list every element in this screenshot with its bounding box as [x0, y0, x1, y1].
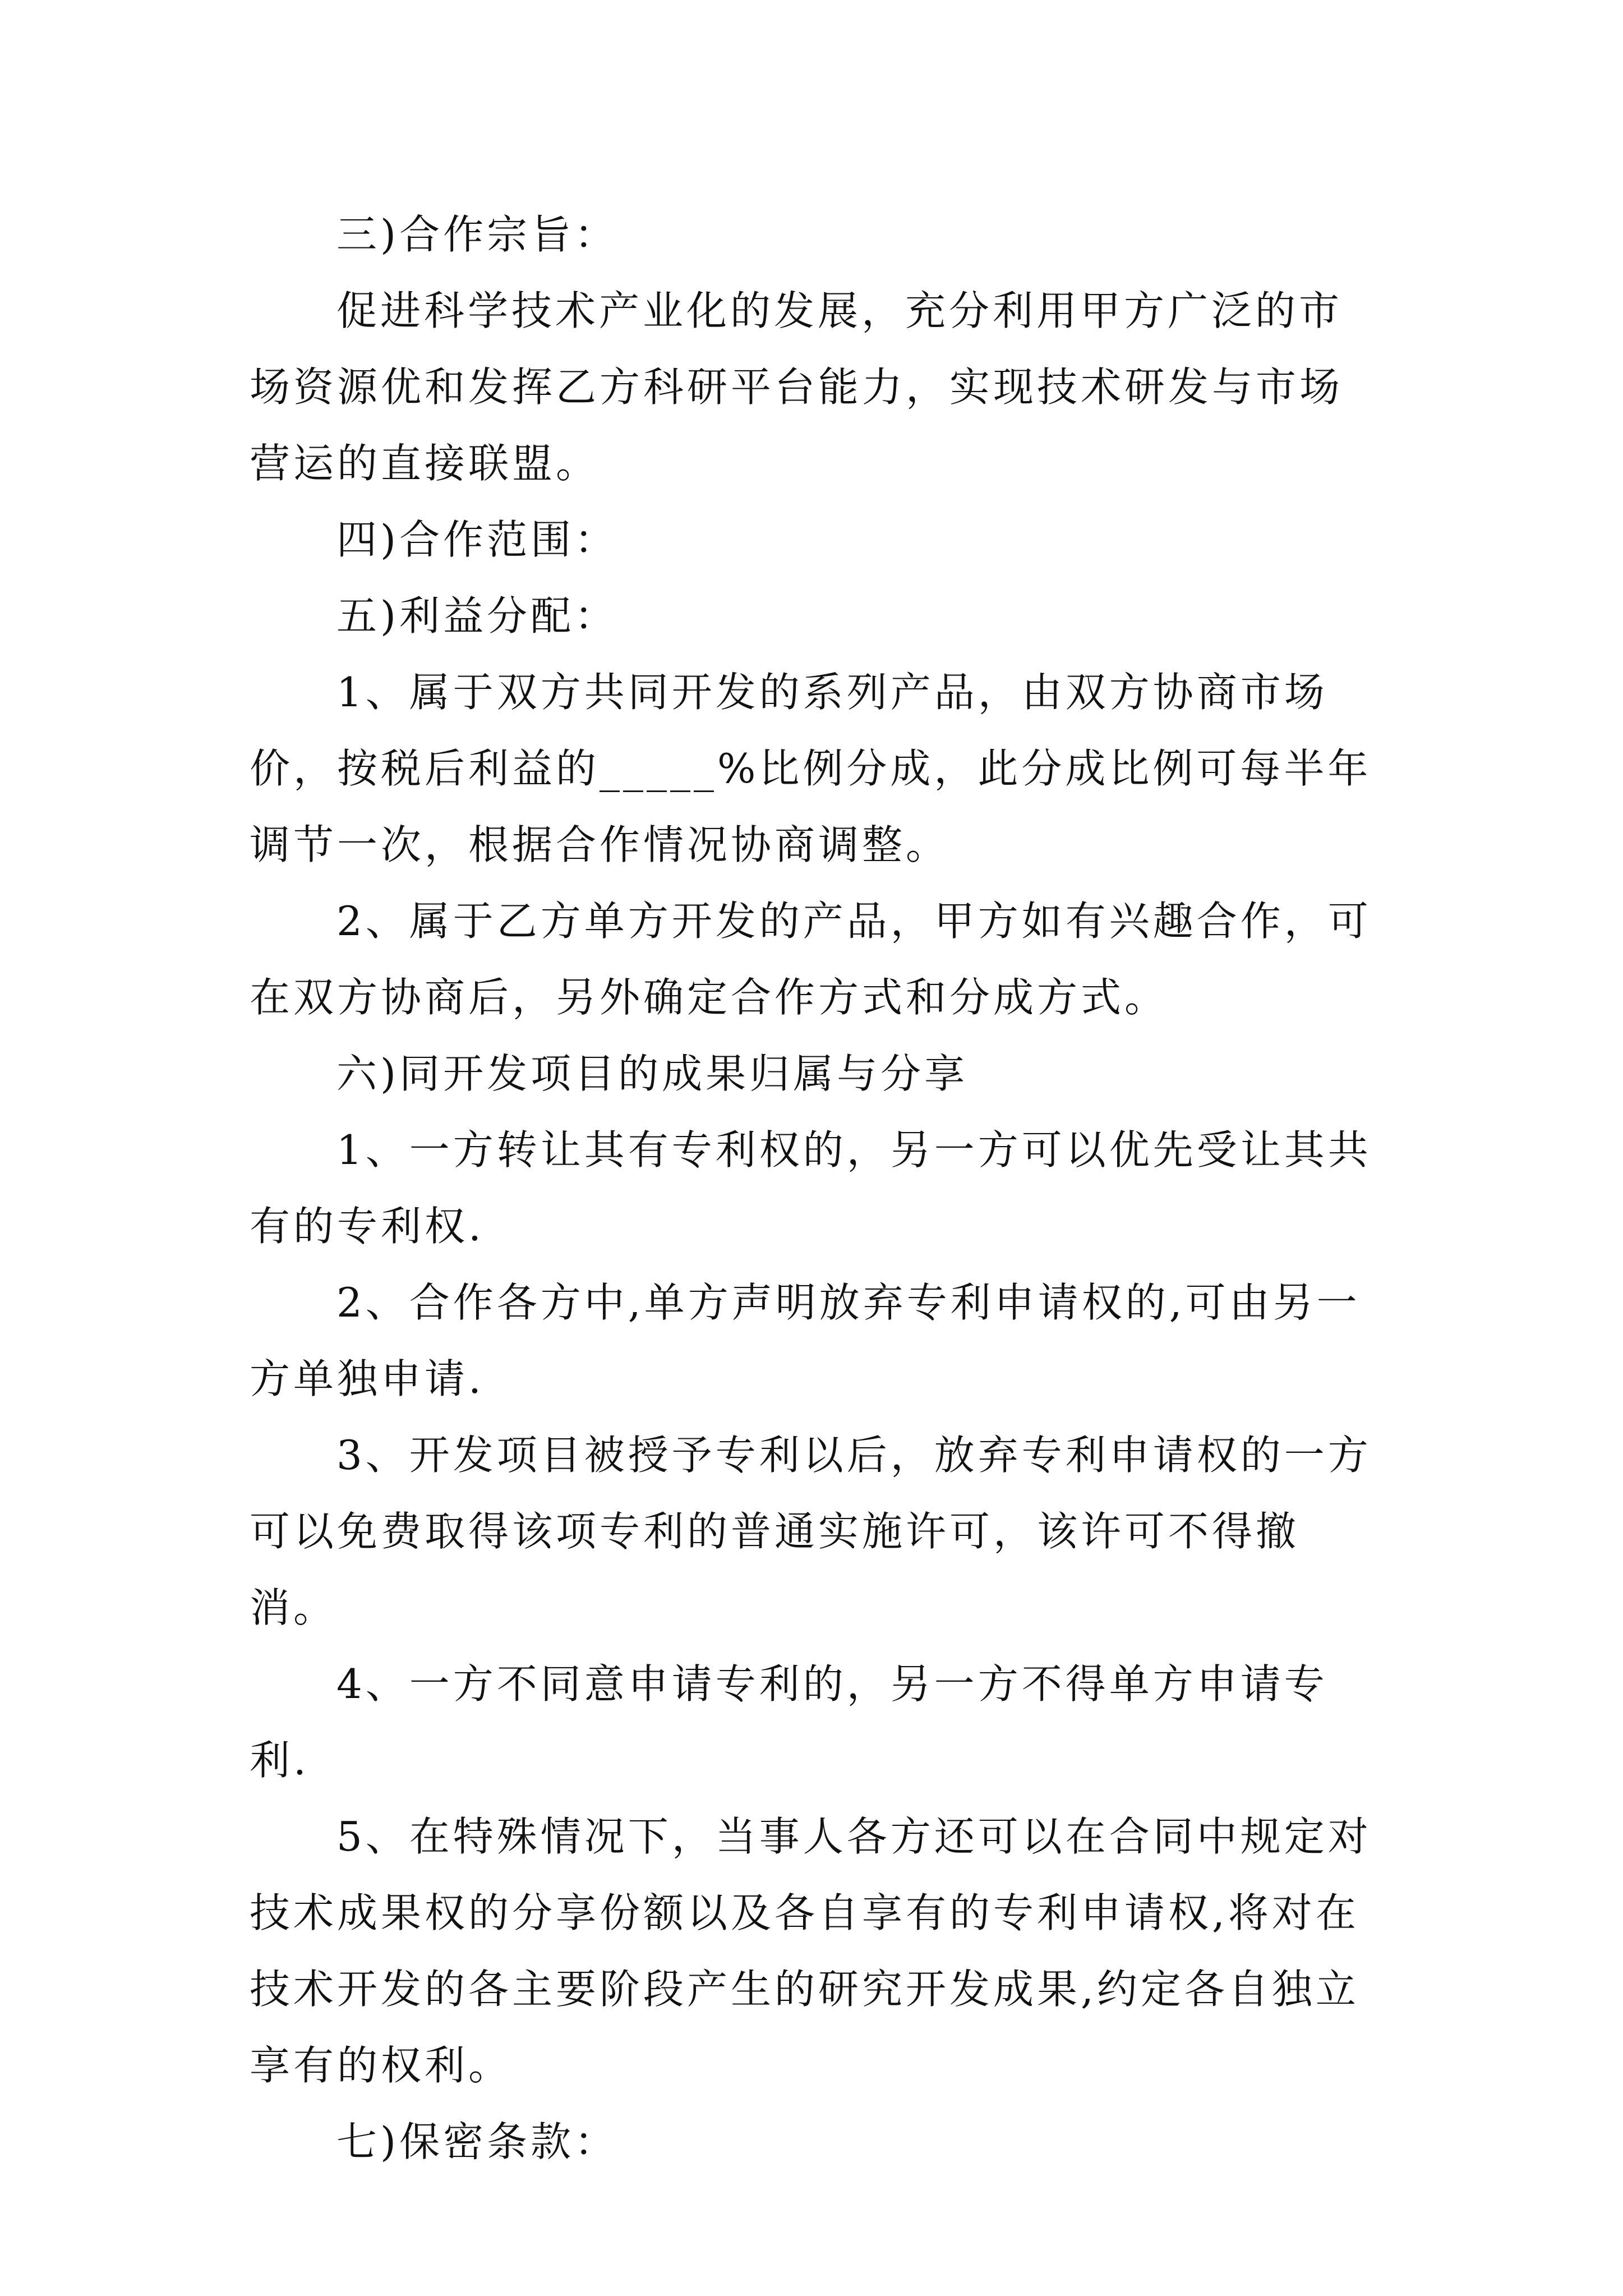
paragraph-results-5: 5、在特殊情况下，当事人各方还可以在合同中规定对技术成果权的分享份额以及各自享有的专利申请权,将对在技术开发的各主要阶段产生的研究开发成果,约定各自独立享有的权利。	[250, 1813, 1372, 2089]
section-heading-confidentiality: 七)保密条款：	[336, 2118, 619, 2165]
section-heading-results: 六)同开发项目的成果归属与分享	[336, 1050, 969, 1097]
section-heading-profit: 五)利益分配：	[336, 592, 619, 639]
document-body	[250, 196, 1377, 2180]
paragraph-purpose-text: 促进科学技术产业化的发展，充分利用甲方广泛的市场资源优和发挥乙方科研平台能力，实现技术研发与市场营运的直接联盟。	[250, 287, 1344, 487]
paragraph-results-2: 2、合作各方中,单方声明放弃专利申请权的,可由另一方单独申请.	[250, 1279, 1361, 1402]
paragraph-results-3: 3、开发项目被授予专利以后，放弃专利申请权的一方可以免费取得该项专利的普通实施许可，该许可不得撤消。	[250, 1432, 1372, 1631]
paragraph-results-4: 4、一方不同意申请专利的，另一方不得单方申请专利.	[250, 1660, 1328, 1784]
paragraph-profit-2: 2、属于乙方单方开发的产品，甲方如有兴趣合作，可在双方协商后，另外确定合作方式和分成方式。	[250, 898, 1372, 1021]
paragraph-profit-1: 1、属于双方共同开发的系列产品，由双方协商市场价，按税后利益的_____%比例分成，此分成比例可每半年调节一次，根据合作情况协商调整。	[250, 669, 1372, 868]
section-heading-scope: 四)合作范围：	[336, 516, 619, 563]
paragraph-results-1: 1、一方转让其有专利权的，另一方可以优先受让其共有的专利权.	[250, 1126, 1372, 1250]
section-heading-purpose: 三)合作宗旨：	[336, 211, 619, 258]
